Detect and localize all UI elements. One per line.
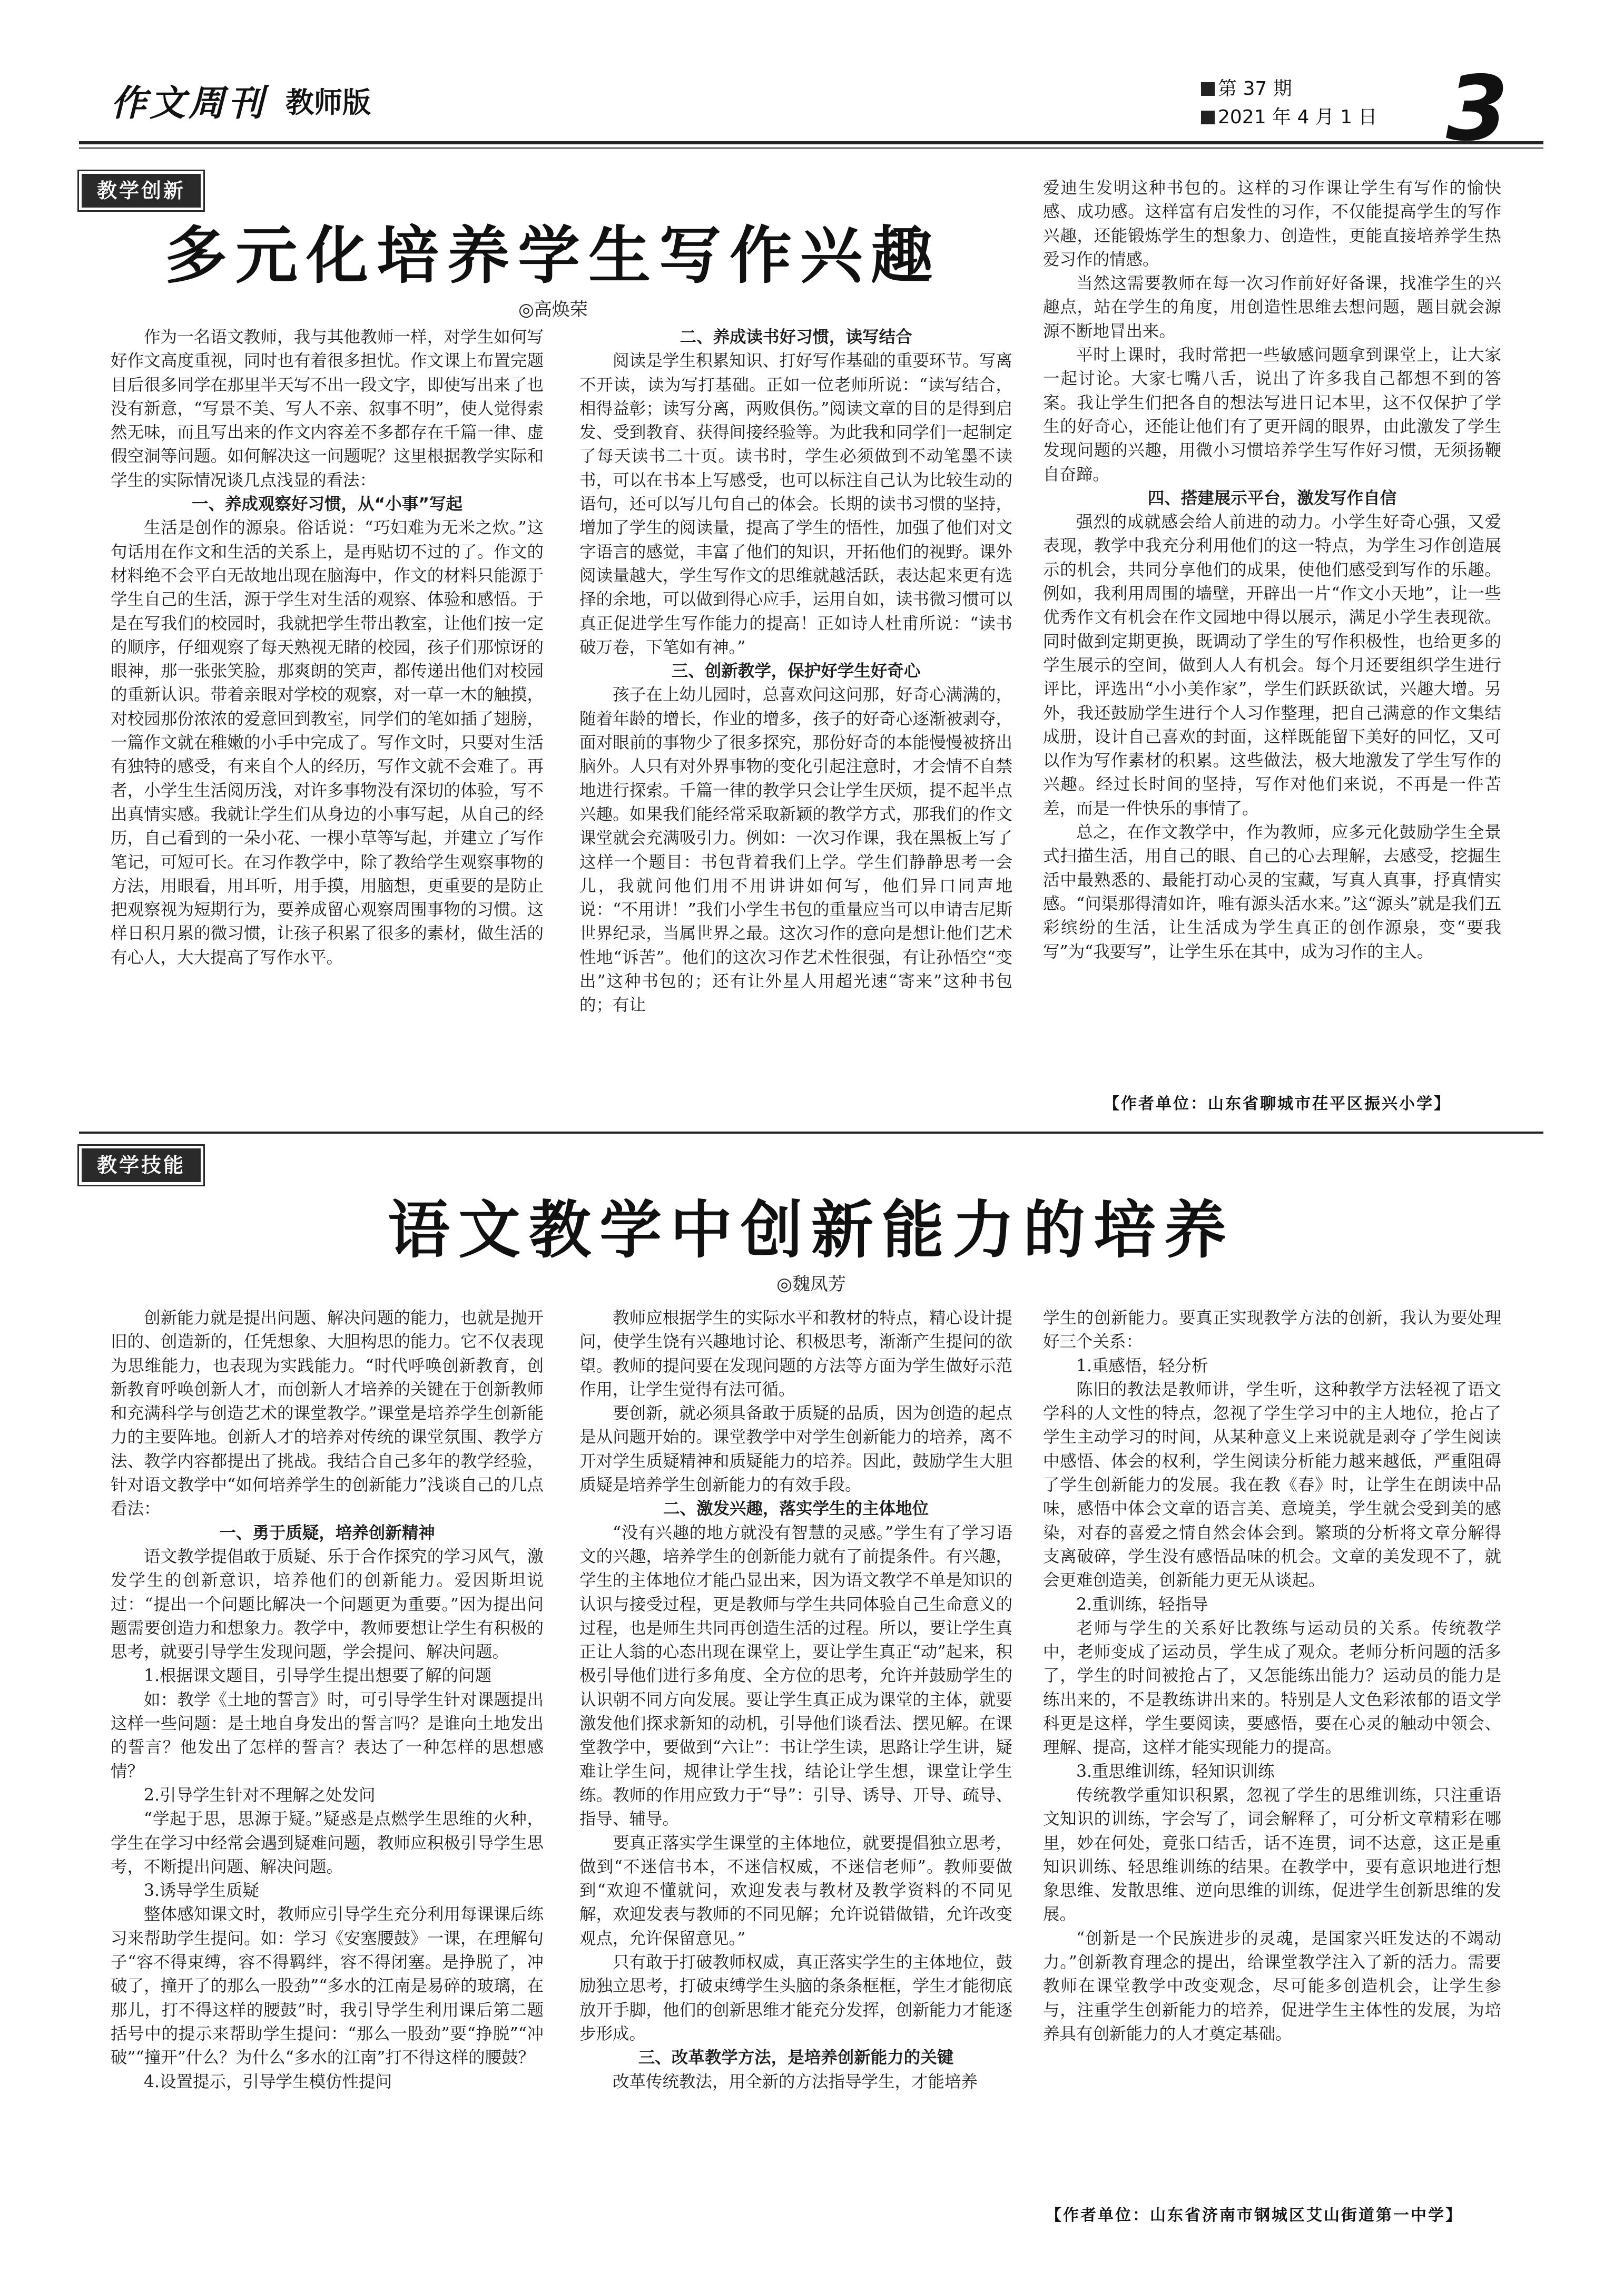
body-paragraph: 4.设置提示，引导学生模仿性提问 xyxy=(144,2072,392,2091)
square-bullet-icon xyxy=(1201,82,1215,96)
article2-author-unit: 【作者单位：山东省济南市钢城区艾山街道第一中学】 xyxy=(1046,2206,1463,2225)
body-paragraph: 爱迪生发明这种书包的。这样的习作课让学生有写作的愉快感、成功感。这样富有启发性的习作，不仅能提高学生的写作兴趣，还能锻炼学生的想象力、创造性，更能直接培养学生热爱习作的情感。 xyxy=(1043,179,1501,269)
section-heading: 二、养成读书好习惯，读写结合 xyxy=(680,328,912,347)
masthead-rule-thin xyxy=(79,148,1543,149)
article1-column-2 xyxy=(579,326,1012,1116)
body-paragraph: 学生的创新能力。要真正实现教学方法的创新，我认为要处理好三个关系： xyxy=(1043,1309,1501,1352)
masthead xyxy=(79,57,1543,161)
body-paragraph: 整体感知课文时，教师应引导学生充分利用每课课后练习来帮助学生提问。如：学习《安塞腰鼓》一课，在理解句子“容不得束缚，容不得羁绊，容不得闭塞。是挣脱了，冲破了，撞开了的那么一股劲”“多水的江南是易碎的玻璃，在那儿，打不得这样的腰鼓”时，我引导学生利用课后第二题括号中的提示来帮助学生提问：“那么一股劲”要“挣脱”“冲破”“撞开”什么？为什么“多水的江南”打不得这样的腰鼓？ xyxy=(111,1905,544,2068)
body-paragraph: “学起于思，思源于疑。”疑惑是点燃学生思维的火种，学生在学习中经常会遇到疑难问题，教师应积极引导学生思考，不断提出问题、解决问题。 xyxy=(111,1810,544,1876)
body-paragraph: 要创新，就必须具备敢于质疑的品质，因为创造的起点是从问题开始的。课堂教学中对学生创新能力的培养，离不开对学生质疑精神和质疑能力的培养。因此，鼓励学生大胆质疑是培养学生创新能力的有效手段。 xyxy=(579,1404,1012,1495)
body-paragraph: 只有敢于打破教师权威，真正落实学生的主体地位，鼓励独立思考，打破束缚学生头脑的条条框框，学生才能彻底放开手脚，他们的创新思维才能充分发挥，创新能力才能逐步形成。 xyxy=(579,1953,1012,2043)
body-paragraph: 强烈的成就感会给人前进的动力。小学生好奇心强，又爱表现，教学中我充分利用他们的这一特点，为学生习作创造展示的机会，共同分享他们的成果，使他们感受到写作的乐趣。例如，我利用周围的墙壁，开辟出一片“作文小天地”，让一些优秀作文有机会在作文园地中得以展示，满足小学生表现欲。同时做到定期更换，既调动了学生的写作积极性，也给更多的学生展示的空间，做到人人有机会。每个月还要组织学生进行评比，评选出“小小美作家”，学生们跃跃欲试，兴趣大增。另外，我还鼓励学生进行个人习作整理，把自己满意的作文集结成册，设计自己喜欢的封面，这样既能留下美好的回忆，又可以作为写作素材的积累。这些做法，极大地激发了学生写作的兴趣。经过长时间的坚持，写作对他们来说，不再是一件苦差，而是一件快乐的事情了。 xyxy=(1043,513,1501,818)
edition-label: 教师版 xyxy=(286,86,371,119)
body-paragraph: 1.重感悟，轻分析 xyxy=(1076,1356,1208,1375)
section-heading: 一、勇于质疑，培养创新精神 xyxy=(219,1523,435,1542)
body-paragraph: 传统教学重知识积累，忽视了学生的思维训练，只注重语文知识的训练，字会写了，词会解释了，可分析文章精彩在哪里，妙在何处，竟张口结舌，话不连贯，词不达意，这正是重知识训练、轻思维训练的结果。在教学中，要有意识地进行想象思维、发散思维、逆向思维的训练，促进学生创新思维的发展。 xyxy=(1043,1785,1501,1924)
article2-title: 语文教学中创新能力的培养 xyxy=(387,1194,1235,1266)
body-paragraph: 1.根据课文题目，引导学生提出想要了解的问题 xyxy=(144,1666,492,1686)
body-paragraph: 生活是创作的源泉。俗话说：“巧妇难为无米之炊。”这句话用在作文和生活的关系上，是再贴切不过的了。作文的材料绝不会平白无故地出现在脑海中，作文的材料只能源于学生自己的生活，源于学生对生活的观察、体验和感悟。于是在写我们的校园时，我就把学生带出教室，让他们按一定的顺序，仔细观察了每天熟视无睹的校园，孩子们那惊讶的眼神，那一张张笑脸，那爽朗的笑声，都传递出他们对校园的重新认识。带着亲眼对学校的观察，对一草一木的触摸，对校园那份浓浓的爱意回到教室，同学们的笔如插了翅膀，一篇作文就在稚嫩的小手中完成了。写作文时，只要对生活有独特的感受，有来自个人的经历，写作文就不会难了。再者，小学生生活阅历浅，对许多事物没有深切的体验，写不出真情实感。我就让学生们从身边的小事写起，从自己的经历，自己看到的一朵小花、一棵小草等写起，并建立了写作笔记，可短可长。在习作教学中，除了教给学生观察事物的方法，用眼看，用耳听，用手摸，用脑想，更重要的是防止把观察视为短期行为，要养成留心观察周围事物的习惯。这样日积月累的微习惯，让孩子积累了很多的素材，做生活的有心人，大大提高了写作水平。 xyxy=(111,518,544,967)
brand-logo: 作文周刊 xyxy=(111,82,267,124)
article2-column-1 xyxy=(111,1306,544,2202)
section-heading: 二、激发兴趣，落实学生的主体地位 xyxy=(663,1499,929,1519)
issue-number: 第 37 期 xyxy=(1218,78,1292,100)
body-paragraph: 改革传统教法，用全新的方法指导学生，才能培养 xyxy=(613,2072,978,2091)
section-tag-innovation: 教学创新 xyxy=(82,174,201,208)
body-paragraph: 教师应根据学生的实际水平和教材的特点，精心设计提问，使学生饶有兴趣地讨论、积极思考，渐渐产生提问的欲望。教师的提问要在发现问题的方法等方面为学生做好示范作用，让学生觉得有法可循。 xyxy=(579,1309,1012,1399)
article2-author: ◎魏凤芳 xyxy=(776,1274,846,1295)
section-heading: 三、改革教学方法，是培养创新能力的关键 xyxy=(638,2048,954,2068)
body-paragraph: 创新能力就是提出问题、解决问题的能力，也就是抛开旧的、创造新的，任凭想象、大胆构思的能力。它不仅表现为思维能力，也表现为实践能力。“时代呼唤创新教育，创新教育呼唤创新人才，而创新人才培养的关键在于创新教师和充满科学与创造艺术的课堂教学。”课堂是培养学生创新能力的主要阵地。创新人才的培养对传统的课堂氛围、教学方法、教学内容都提出了挑战。我结合自己多年的教学经验，针对语文教学中“如何培养学生的创新能力”浅谈自己的几点看法： xyxy=(111,1309,544,1519)
body-paragraph: 要真正落实学生课堂的主体地位，就要提倡独立思考，做到“不迷信书本，不迷信权威，不迷信老师”。教师要做到“欢迎不懂就问，欢迎发表与教材及教学资料的不同见解，欢迎发表与教师的不同见解；允许说错做错，允许改变观点，允许保留意见。” xyxy=(579,1833,1012,1948)
body-paragraph: 如：教学《土地的誓言》时，可引导学生针对课题提出这样一些问题：是土地自身发出的誓言吗？是谁向土地发出的誓言？他发出了怎样的誓言？表达了一种怎样的思想感情？ xyxy=(111,1690,544,1781)
article1-column-1 xyxy=(111,326,544,1116)
article1-author: ◎高焕荣 xyxy=(518,299,588,320)
body-paragraph: “没有兴趣的地方就没有智慧的灵感。”学生有了学习语文的兴趣，培养学生的创新能力就有了前提条件。有兴趣，学生的主体地位才能凸显出来，因为语文教学不单是知识的认识与接受过程，更是教师与学生共同体验自己生命意义的过程，也是师生共同再创造生活的过程。所以，要让学生真正让人翁的心态出现在课堂上，要让学生真正“动”起来，积极引导他们进行多角度、全方位的思考，允许并鼓励学生的认识朝不同方向发展。要让学生真正成为课堂的主体，就要激发他们探求新知的动机，引导他们谈看法、摆见解。在课堂教学中，要做到“六让”：书让学生读，思路让学生讲，疑难让学生问，规律让学生找，结论让学生想，课堂让学生练。教师的作用应致力于“导”：引导、诱导、开导、疏导、指导、辅导。 xyxy=(579,1523,1012,1829)
section-heading: 一、养成观察好习惯，从“小事”写起 xyxy=(192,495,462,514)
issue-date: 2021 年 4 月 1 日 xyxy=(1218,106,1377,128)
square-bullet-icon xyxy=(1201,111,1215,124)
body-paragraph: 2.引导学生针对不理解之处发问 xyxy=(144,1785,376,1805)
article1-column-3 xyxy=(1043,176,1501,1093)
body-paragraph: 陈旧的教法是教师讲，学生听，这种教学方法轻视了语文学科的人文性的特点，忽视了学生学习中的主人地位，抢占了学生主动学习的时间，从某种意义上来说就是剥夺了学生阅读中感悟、体会的权利，学生阅读分析能力越来越低，严重阻碍了学生创新能力的发展。我在教《春》时，让学生在朗读中品味，感悟中体会文章的语言美、意境美，学生就会受到美的感染，对春的喜爱之情自然会体会到。繁琐的分析将文章分解得支离破碎，学生没有感悟品味的机会。文章的美发现不了，就会更难创造美，创新能力更无从谈起。 xyxy=(1043,1380,1501,1590)
body-paragraph: 当然这需要教师在每一次习作前好好备课，找准学生的兴趣点，站在学生的角度，用创造性思维去想问题，题目就会源源不断地冒出来。 xyxy=(1043,274,1501,341)
article2-column-3 xyxy=(1043,1306,1501,2202)
body-paragraph: 2.重训练，轻指导 xyxy=(1076,1595,1208,1614)
body-paragraph: 3.诱导学生质疑 xyxy=(144,1881,260,1901)
body-paragraph: 平时上课时，我时常把一些敏感问题拿到课堂上，让大家一起讨论。大家七嘴八舌，说出了许多我自己都想不到的答案。我让学生们把各自的想法写进日记本里，这不仅保护了学生的好奇心，还能让他们有了更开阔的眼界，由此激发了学生发现问题的兴趣，用微小习惯培养学生写作好习惯，无须扬鞭自奋蹄。 xyxy=(1043,346,1501,484)
body-paragraph: 阅读是学生积累知识、打好写作基础的重要环节。写离不开读，读为写打基础。正如一位老师所说：“读写结合，相得益彰；读写分离，两败俱伤。”阅读文章的目的是得到启发、受到教育、获得间接经验等。为此我和同学们一起制定了每天读书二十页。读书时，学生必须做到不动笔墨不读书，可以在书本上写感受，也可以标注自己认为比较生动的语句，还可以写几句自己的体会。长期的读书习惯的坚持，增加了学生的阅读量，提高了学生的悟性，加强了他们对文字语言的感觉，丰富了他们的知识，开拓他们的视野。课外阅读量越大，学生写作文的思维就越活跃，表达起来更有选择的余地，可以做到得心应手，运用自如，读书微习惯可以真正促进学生写作能力的提高！正如诗人杜甫所说：“读书破万卷，下笔如有神。” xyxy=(579,351,1012,657)
article1-author-unit: 【作者单位：山东省聊城市茌平区振兴小学】 xyxy=(1104,1095,1451,1113)
body-paragraph: 作为一名语文教师，我与其他教师一样，对学生如何写好作文高度重视，同时也有着很多担忧。作文课上布置完题目后很多同学在那里半天写不出一段文字，即使写出来了也没有新意，“写景不美、写人不亲、叙事不明”，使人觉得索然无味，而且写出来的作文内容差不多都存在千篇一律、虚假空洞等问题。如何解决这一问题呢？这里根据教学实际和学生的实际情况谈几点浅显的看法： xyxy=(111,328,544,490)
body-paragraph: 3.重思维训练，轻知识训练 xyxy=(1076,1762,1275,1781)
section-heading: 三、创新教学，保护好学生好奇心 xyxy=(671,662,921,681)
section-tag-skills: 教学技能 xyxy=(82,1148,201,1182)
page-number: 3 xyxy=(1446,57,1509,161)
section-divider xyxy=(79,1132,1543,1134)
body-paragraph: 语文教学提倡敢于质疑、乐于合作探究的学习风气，激发学生的创新意识，培养他们的创新能力。爱因斯坦说过：“提出一个问题比解决一个问题更为重要。”因为提出问题需要创造力和想象力。教学中，教师要想让学生有积极的思考，就要引导学生发现问题，学会提问、解决问题。 xyxy=(111,1547,544,1662)
section-heading: 四、搭建展示平台，激发写作自信 xyxy=(1147,488,1397,508)
body-paragraph: 孩子在上幼儿园时，总喜欢问这问那，好奇心满满的，随着年龄的增长，作业的增多，孩子的好奇心逐渐被剥夺，面对眼前的事物少了很多探究，那份好奇的本能慢慢被挤出脑外。人只有对外界事物的变化引起注意时，才会情不自禁地进行探索。千篇一律的教学只会让学生厌烦，提不起半点兴趣。如果我们能经常采取新颖的教学方式，那我们的作文课堂就会充满吸引力。例如：一次习作课，我在黑板上写了这样一个题目：书包背着我们上学。学生们静静思考一会儿，我就问他们用不用讲讲如何写，他们异口同声地说：“不用讲！”我们小学生书包的重量应当可以申请吉尼斯世界纪录，当属世界之最。这次习作的意向是想让他们艺术性地“诉苦”。他们的这次习作艺术性很强，有让孙悟空“变出”这种书包的；还有让外星人用超光速“寄来”这种书包的；有让 xyxy=(579,685,1012,1015)
body-paragraph: 老师与学生的关系好比教练与运动员的关系。传统教学中，老师变成了运动员，学生成了观众。老师分析问题的活多了，学生的时间被抢占了，又怎能练出能力？运动员的能力是练出来的，不是教练讲出来的。特别是人文色彩浓郁的语文学科更是这样，学生要阅读，要感悟，要在心灵的触动中领会、理解、提高，这样才能实现能力的提高。 xyxy=(1043,1618,1501,1757)
masthead-rule xyxy=(79,141,1543,144)
issue-info xyxy=(1201,75,1377,132)
article2-column-2 xyxy=(579,1306,1012,2202)
body-paragraph: 总之，在作文教学中，作为教师，应多元化鼓励学生全景式扫描生活，用自己的眼、自己的心去理解，去感受，挖掘生活中最熟悉的、最能打动心灵的宝藏，写真人真事，抒真情实感。“问渠那得清如许，唯有源头活水来。”这“源头”就是我们五彩缤纷的生活，让生活成为学生真正的创作源泉，变“要我写”为“我要写”，让学生乐在其中，成为习作的主人。 xyxy=(1043,823,1501,961)
body-paragraph: “创新是一个民族进步的灵魂，是国家兴旺发达的不竭动力。”创新教育理念的提出，给课堂教学注入了新的活力。需要教师在课堂教学中改变观念，尽可能多创造机会，让学生参与，注重学生创新能力的培养，促进学生主体性的发展，为培养具有创新能力的人才奠定基础。 xyxy=(1043,1929,1501,2043)
article1-title: 多元化培养学生写作兴趣 xyxy=(164,219,941,292)
